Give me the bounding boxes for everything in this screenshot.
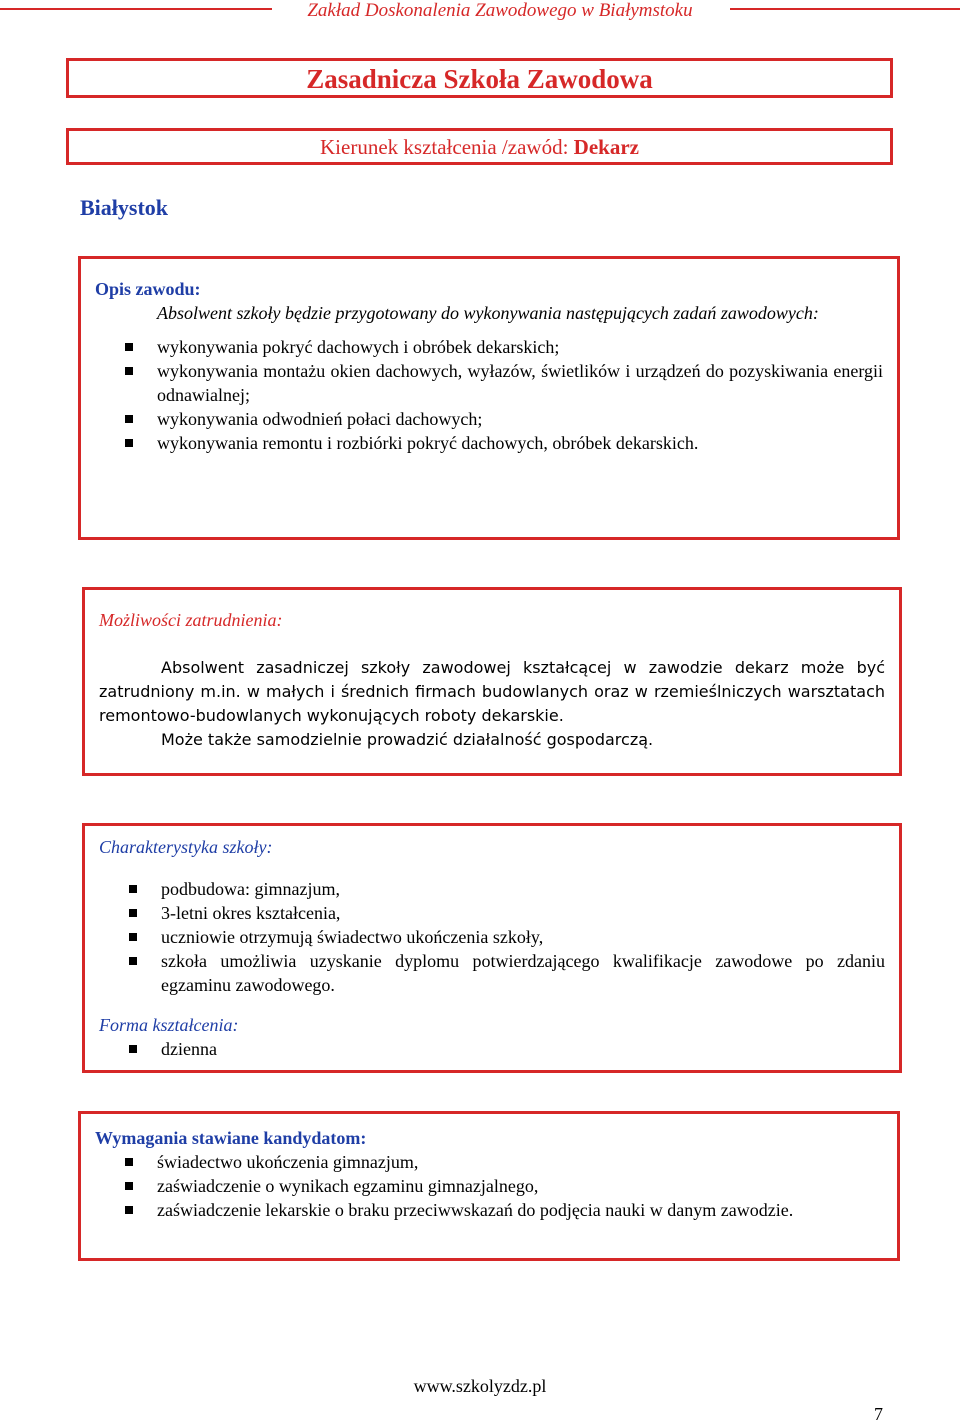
list-item: szkoła umożliwia uzyskanie dyplomu potwierdzającego kwalifikacje zawodowe po zdaniu egzaminu zawodowego. [99,949,885,997]
list-item: świadectwo ukończenia gimnazjum, [95,1150,815,1174]
list-item: wykonywania remontu i rozbiórki pokryć dachowych, obróbek dekarskich. [95,431,883,455]
form-heading: Forma kształcenia: [99,1015,239,1035]
characteristics-heading: Charakterystyka szkoły: [99,837,273,857]
city-label: Białystok [80,195,169,220]
characteristics-list [99,877,885,997]
direction-line [69,131,890,164]
form-list [99,1037,885,1061]
employment-heading: Możliwości zatrudnienia: [99,610,283,630]
description-box [78,256,900,540]
title-box [66,58,893,98]
list-item: uczniowie otrzymują świadectwo ukończenia szkoły, [99,925,885,949]
school-title: Zasadnicza Szkoła Zawodowa [306,64,653,94]
employment-paragraph-2: Może także samodzielnie prowadzić działalność gospodarczą. [161,730,654,749]
direction-box [66,128,893,165]
list-item: wykonywania odwodnień połaci dachowych; [95,407,883,431]
list-item: zaświadczenie lekarskie o braku przeciwwskazań do podjęcia nauki w danym zawodzie. [95,1198,815,1222]
description-heading: Opis zawodu: [95,279,201,299]
requirements-box [78,1111,900,1261]
direction-prefix: Kierunek kształcenia /zawód: [320,135,574,159]
header-rule-right [730,8,960,10]
requirements-heading: Wymagania stawiane kandydatom: [95,1128,367,1148]
institution-header: Zakład Doskonalenia Zawodowego w Białymstoku [307,0,693,21]
requirements-list [95,1150,883,1222]
employment-box [82,587,902,776]
description-intro: Absolwent szkoły będzie przygotowany do wykonywania następujących zadań zawodowych: [157,303,819,323]
list-item: wykonywania montażu okien dachowych, wyłazów, świetlików i urządzeń do pozyskiwania energii odnawialnej; [95,359,883,407]
header-rule-left [0,8,272,10]
employment-paragraph-1: Absolwent zasadniczej szkoły zawodowej kształcącej w zawodzie dekarz może być zatrudniony m.in. w małych i średnich firmach budowlanych oraz w rzemieślniczych warsztatach remontowo-budowlanych wykonujących roboty dekarskie. [99,658,885,725]
description-list [95,335,883,455]
direction-value: Dekarz [573,135,639,159]
characteristics-box [82,823,902,1073]
list-item: zaświadczenie o wynikach egzaminu gimnazjalnego, [95,1174,815,1198]
list-item: wykonywania pokryć dachowych i obróbek dekarskich; [95,335,883,359]
list-item: 3-letni okres kształcenia, [99,901,885,925]
footer-website: www.szkolyzdz.pl [413,1376,547,1396]
list-item: dzienna [99,1037,885,1061]
page-number: 7 [874,1404,883,1424]
list-item: podbudowa: gimnazjum, [99,877,885,901]
